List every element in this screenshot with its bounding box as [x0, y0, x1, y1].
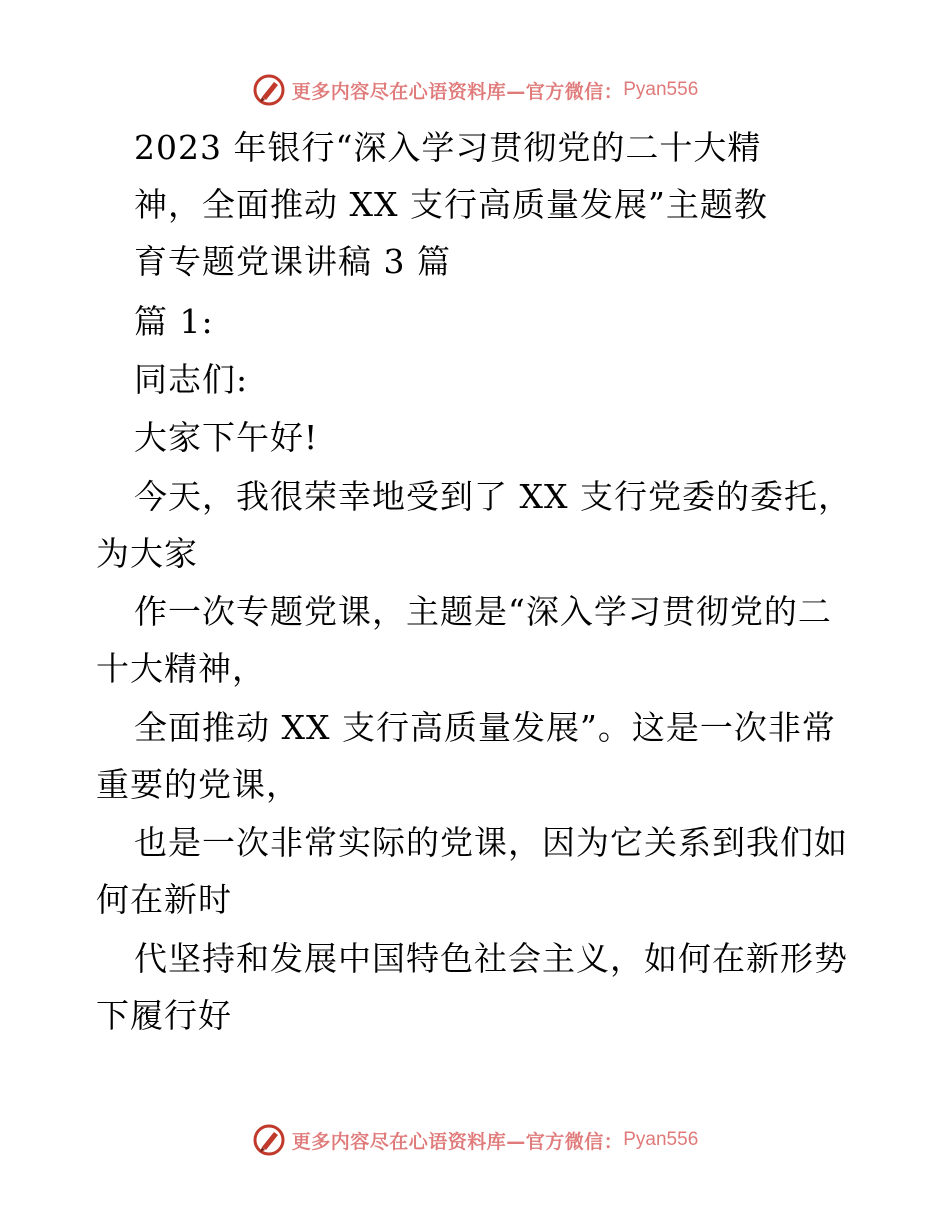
pen-logo-icon [252, 73, 286, 107]
title-line-1: 2023 年银行“深入学习贯彻党的二十大精 [134, 128, 762, 167]
pen-logo-icon [252, 1123, 286, 1157]
footer-banner-text: 更多内容尽在心语资料库—官方微信： [291, 1130, 624, 1153]
paragraph-line: 作一次专题党课，主题是“深入学习贯彻党的二 [134, 592, 832, 631]
section-heading: 篇 1: [134, 302, 214, 341]
salutation: 同志们: [134, 360, 249, 399]
paragraph-line: 也是一次非常实际的党课，因为它关系到我们如 [134, 823, 848, 862]
header-banner-wechat-id: Pyan556 [623, 79, 699, 100]
footer-banner-wechat-id: Pyan556 [623, 1129, 699, 1150]
footer-watermark-banner [0, 1120, 950, 1160]
paragraph-line: 代坚持和发展中国特色社会主义，如何在新形势 [134, 939, 848, 978]
paragraph-line: 全面推动 XX 支行高质量发展”。这是一次非常 [134, 708, 836, 747]
paragraph-line: 为大家 [96, 534, 198, 573]
paragraph-line: 何在新时 [96, 880, 232, 919]
title-line-2: 神，全面推动 XX 支行高质量发展”主题教 [134, 185, 768, 224]
paragraph-line: 今天，我很荣幸地受到了 XX 支行党委的委托， [134, 477, 852, 516]
header-watermark-banner [0, 70, 950, 110]
paragraph-line: 下履行好 [96, 996, 232, 1035]
greeting: 大家下午好! [134, 418, 319, 457]
header-banner-text: 更多内容尽在心语资料库—官方微信： [291, 80, 624, 103]
paragraph-line: 重要的党课， [96, 765, 300, 804]
title-line-3: 育专题党课讲稿 3 篇 [134, 242, 451, 281]
paragraph-line: 十大精神， [96, 649, 266, 688]
